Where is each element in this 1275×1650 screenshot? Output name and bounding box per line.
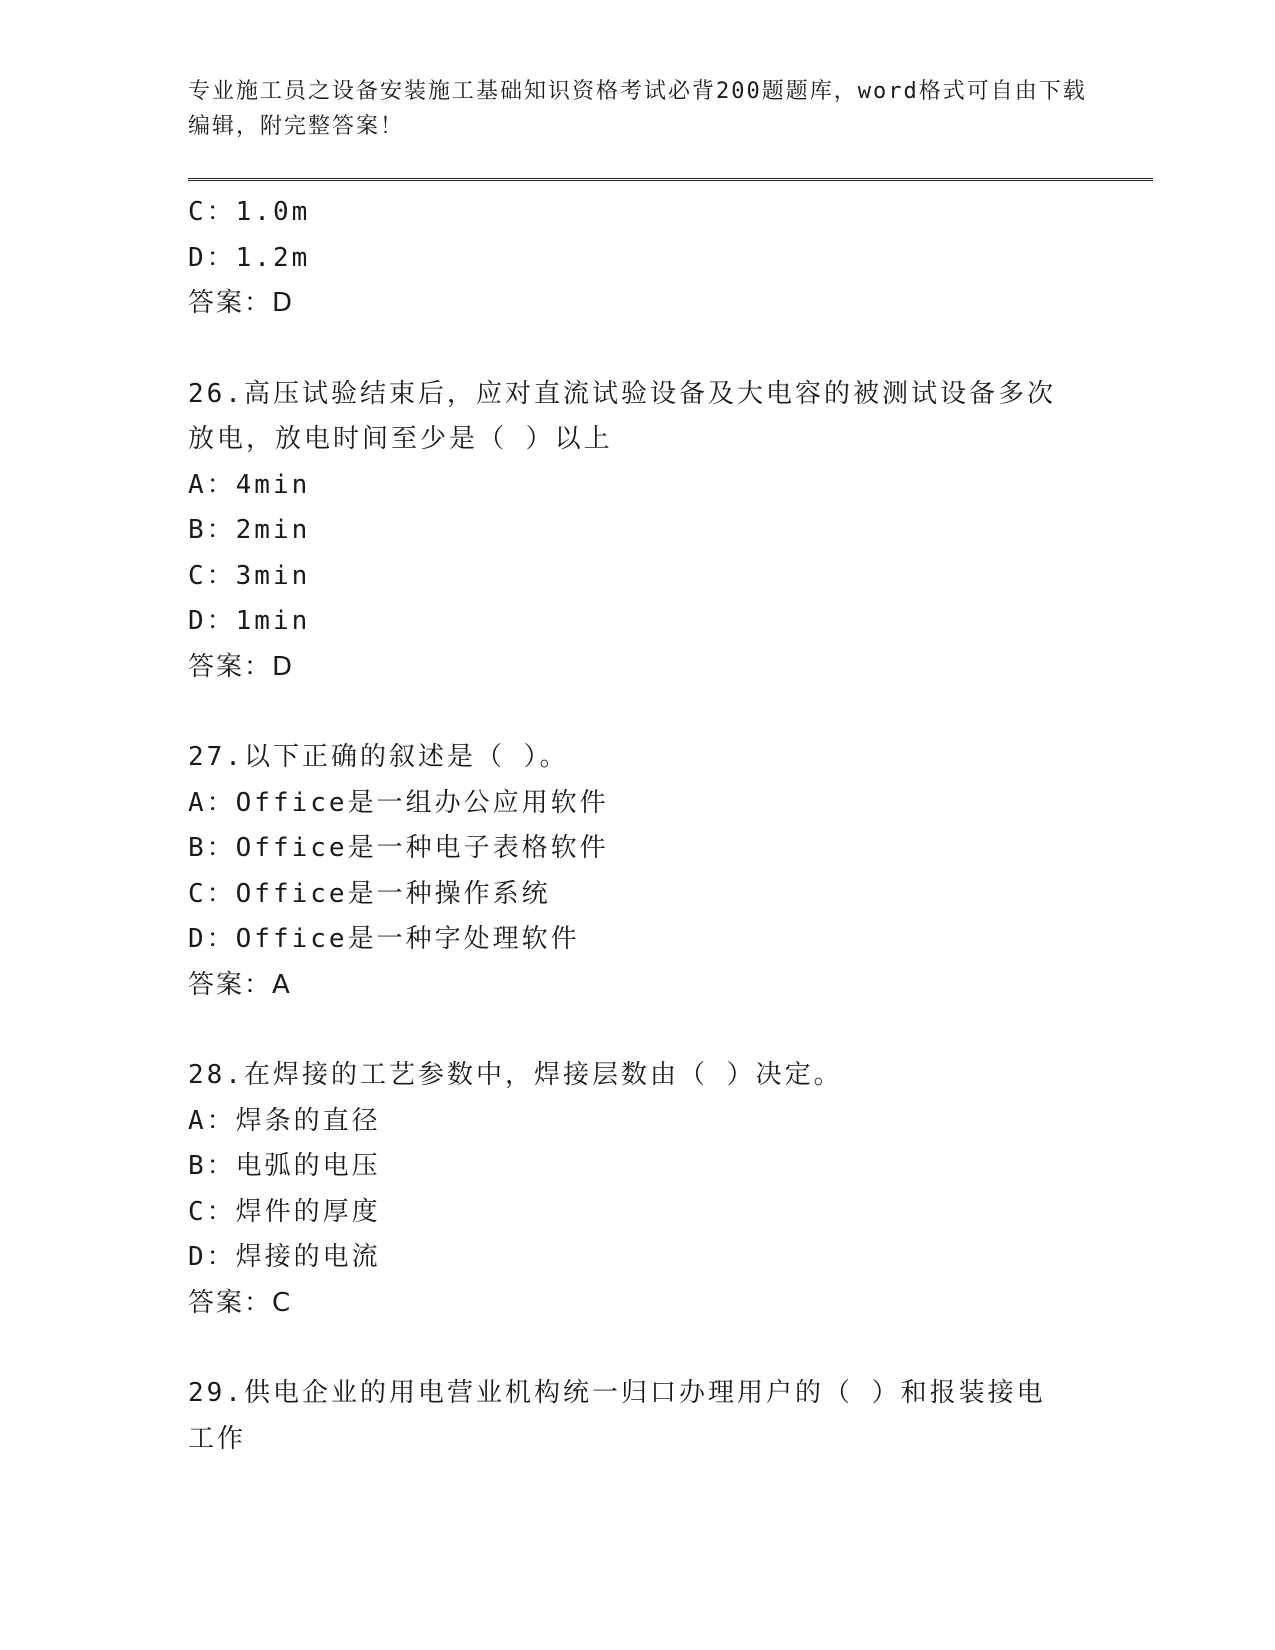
option-a: A：4min xyxy=(188,469,311,500)
answer: 答案：A xyxy=(188,969,292,1000)
option-b: B：电弧的电压 xyxy=(188,1151,381,1181)
question-28 xyxy=(188,1053,1088,1326)
question-stem: 27.以下正确的叙述是（ ）。 xyxy=(188,742,569,772)
question-27 xyxy=(188,735,1088,1008)
option-d: D：Office是一种字处理软件 xyxy=(188,924,580,954)
option-a: A：焊条的直径 xyxy=(188,1105,381,1136)
header-divider xyxy=(188,178,1153,181)
option-d: D：1.2m xyxy=(188,242,311,273)
document-body xyxy=(188,190,1088,1462)
option-b: B：2min xyxy=(188,515,311,545)
continued-question xyxy=(188,190,1088,327)
option-d: D：焊接的电流 xyxy=(188,1242,381,1272)
answer: 答案：D xyxy=(188,651,295,682)
answer: 答案：C xyxy=(188,1287,293,1318)
question-26 xyxy=(188,372,1088,691)
option-d: D：1min xyxy=(188,606,311,636)
option-c: C：Office是一种操作系统 xyxy=(188,878,551,909)
option-c: C：3min xyxy=(188,560,311,591)
option-c: C：1.0m xyxy=(188,197,311,227)
question-stem: 26.高压试验结束后，应对直流试验设备及大电容的被测试设备多次放电，放电时间至少是（ ）以上 xyxy=(188,378,1056,454)
question-stem: 29.供电企业的用电营业机构统一归口办理用户的（ ）和报装接电工作 xyxy=(188,1378,1046,1454)
question-stem: 28.在焊接的工艺参数中，焊接层数由（ ）决定。 xyxy=(188,1060,843,1090)
option-b: B：Office是一种电子表格软件 xyxy=(188,833,609,863)
option-c: C：焊件的厚度 xyxy=(188,1196,381,1227)
option-a: A：Office是一组办公应用软件 xyxy=(188,787,609,818)
answer: 答案：D xyxy=(188,288,295,318)
question-29 xyxy=(188,1371,1088,1462)
page-header: 专业施工员之设备安装施工基础知识资格考试必背200题题库，word格式可自由下载编辑，附完整答案！ xyxy=(188,79,1087,139)
